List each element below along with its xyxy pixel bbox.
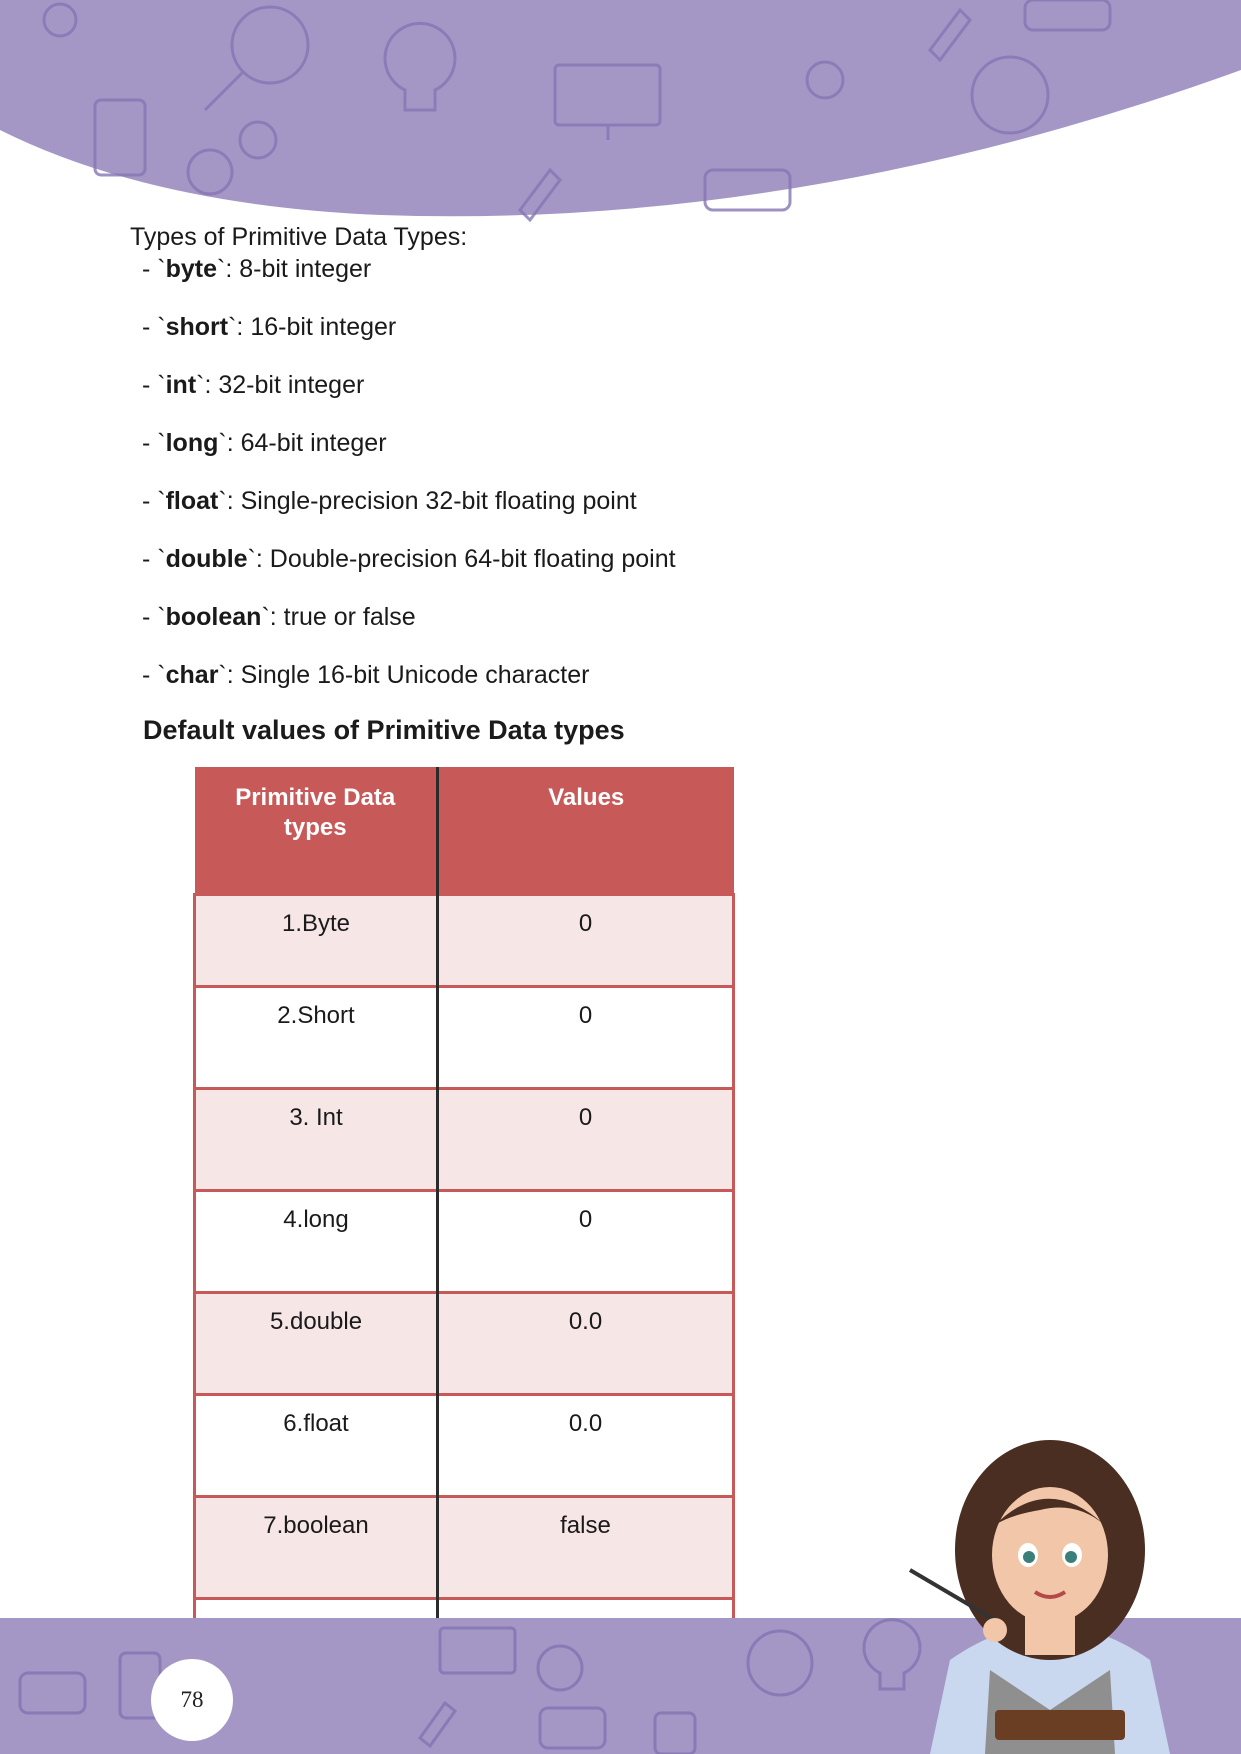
type-desc: 32-bit integer [218,371,365,399]
types-list [130,254,930,718]
column-header: Primitive Data types [195,767,438,895]
table-row [195,1293,734,1395]
table-header-row [195,767,734,895]
table-row [195,895,734,987]
table-cell: 7.boolean [195,1497,438,1599]
type-name: byte [165,255,218,283]
list-item: - `float`: Single-precision 32-bit floating point [142,487,637,515]
header-decoration [0,0,1241,230]
type-name: short [165,313,229,341]
list-item: - `int`: 32-bit integer [142,371,365,399]
column-header: Values [438,767,734,895]
type-desc: 8-bit integer [239,255,372,283]
table-row [195,1395,734,1497]
table-cell: 0 [438,987,734,1089]
list-item: - `byte`: 8-bit integer [142,255,372,283]
type-name: boolean [165,603,262,631]
type-name: float [165,487,219,515]
type-desc: true or false [283,603,416,631]
type-desc: Double-precision 64-bit floating point [269,545,676,573]
page-number: 78 [151,1659,233,1741]
table-cell: 5.double [195,1293,438,1395]
default-values-table [193,767,735,1652]
type-desc: Single 16-bit Unicode character [240,661,590,689]
type-desc: 16-bit integer [250,313,397,341]
teacher-illustration [900,1430,1200,1754]
list-item: - `short`: 16-bit integer [142,313,397,341]
table-cell: 1.Byte [195,895,438,987]
section-title: Default values of Primitive Data types [143,715,625,745]
table-cell: 0.0 [438,1293,734,1395]
table-cell: false [438,1497,734,1599]
type-name: char [165,661,219,689]
types-section [130,222,930,718]
list-item: - `double`: Double-precision 64-bit floating point [142,545,676,573]
intro-text: Types of Primitive Data Types: [130,223,468,251]
table-cell: 3. Int [195,1089,438,1191]
table-cell: 0 [438,895,734,987]
table-row [195,987,734,1089]
type-desc: Single-precision 32-bit floating point [240,487,637,515]
list-item: - `boolean`: true or false [142,603,416,631]
table-cell: 0 [438,1089,734,1191]
table-cell: 0 [438,1191,734,1293]
default-values-table-wrap [193,767,732,1597]
table-cell: 0.0 [438,1395,734,1497]
table-row [195,1089,734,1191]
type-name: double [165,545,248,573]
table-cell: 4.long [195,1191,438,1293]
type-name: int [165,371,197,399]
table-row [195,1497,734,1599]
list-item: - `long`: 64-bit integer [142,429,387,457]
type-name: long [165,429,219,457]
table-cell: 6.float [195,1395,438,1497]
type-desc: 64-bit integer [240,429,387,457]
list-item: - `char`: Single 16-bit Unicode character [142,661,590,689]
table-cell: 2.Short [195,987,438,1089]
table-row [195,1191,734,1293]
